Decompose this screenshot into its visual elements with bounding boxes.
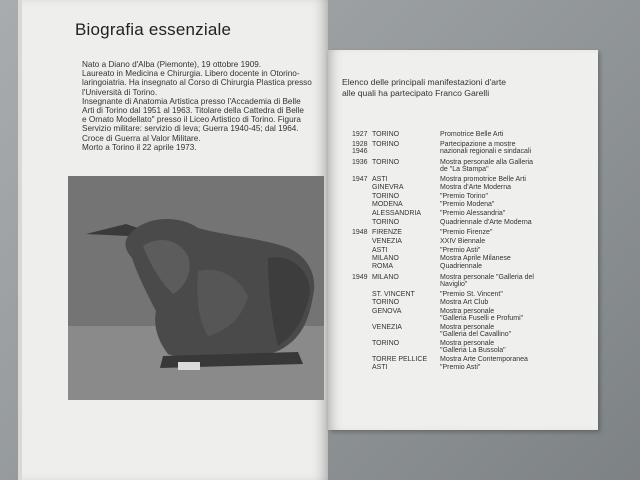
bio-line: Insegnante di Anatomia Artistica presso l'Accademia di Belle xyxy=(82,96,301,106)
entry-year: 1946 xyxy=(352,148,368,155)
entry-city: ROMA xyxy=(372,263,393,270)
entry-event: Mostra personale "Galleria del xyxy=(440,274,534,281)
bio-line: Laureato in Medicina e Chirurgia. Libero docente in Otorino- xyxy=(82,69,300,79)
bio-line: Arti di Torino dal 1951 al 1963. Titolare della Cattedra di Belle xyxy=(82,106,304,116)
entry-event: "Premio Modena" xyxy=(440,201,495,208)
entry-city: TORINO xyxy=(372,131,400,138)
bio-line: laringoiatria. Ha insegnato al Corso di Chirurgia Plastica presso xyxy=(82,78,312,88)
entry-city: ASTI xyxy=(372,176,388,183)
entry-event: Mostra personale xyxy=(440,324,495,331)
entry-event: Mostra Aprile Milanese xyxy=(440,255,511,262)
entry-event: Quadriennale xyxy=(440,263,483,270)
entry-city: ASTI xyxy=(372,364,388,371)
biography-heading: Biografia essenziale xyxy=(75,20,232,39)
bull-sculpture-image xyxy=(68,176,324,400)
entry-city: FIRENZE xyxy=(372,229,402,236)
entry-year: 1947 xyxy=(352,176,368,183)
intro-line: Elenco delle principali manifestazioni d'arte xyxy=(342,77,507,87)
entry-event: "Premio St. Vincent" xyxy=(440,291,503,298)
entry-year: 1949 xyxy=(352,274,368,281)
entry-event: Mostra Art Club xyxy=(440,299,489,306)
entry-event: "Galleria La Bussola" xyxy=(440,347,506,354)
biography-text xyxy=(82,60,322,152)
exhibitions-intro xyxy=(342,77,506,99)
bio-line: Nato a Diano d'Alba (Piemonte), 19 ottobre 1909. xyxy=(82,60,262,69)
entry-year: 1948 xyxy=(352,229,368,236)
bio-line: Morto a Torino il 22 aprile 1973. xyxy=(82,142,197,152)
entry-event: "Galleria Fuselli e Profumi" xyxy=(440,315,524,322)
entry-event: "Galleria del Cavallino" xyxy=(440,331,512,338)
bio-line: Croce di Guerra al Valor Militare. xyxy=(82,133,201,143)
entry-event: "Premio Torino" xyxy=(440,193,489,200)
entry-city: TORINO xyxy=(372,159,400,166)
entry-event: de "La Stampa" xyxy=(440,166,489,173)
entry-event: nazionali regionali e sindacali xyxy=(440,148,532,155)
entry-city: GINEVRA xyxy=(372,184,404,191)
entry-city: GENOVA xyxy=(372,308,402,315)
entry-year: 1927 xyxy=(352,131,368,138)
entry-city: TORRE PELLICE xyxy=(372,356,428,363)
entry-city: ASTI xyxy=(372,247,388,254)
entry-city: TORINO xyxy=(372,219,400,226)
entry-event: "Premio Firenze" xyxy=(440,229,493,236)
entry-event: Mostra personale alla Galleria xyxy=(440,159,533,166)
entry-event: Mostra personale xyxy=(440,308,495,315)
entry-city: VENEZIA xyxy=(372,324,402,331)
entry-event: "Premio Asti" xyxy=(440,364,481,371)
entry-city: TORINO xyxy=(372,141,400,148)
entry-event: Quadriennale d'Arte Moderna xyxy=(440,219,532,226)
entry-event: Naviglio" xyxy=(440,281,468,288)
entry-city: TORINO xyxy=(372,299,400,306)
entry-city: MILANO xyxy=(372,274,399,281)
entry-event: Mostra Arte Contemporanea xyxy=(440,356,528,363)
entry-event: Partecipazione a mostre xyxy=(440,141,516,148)
entry-year: 1936 xyxy=(352,159,368,166)
entry-event: Mostra promotrice Belle Arti xyxy=(440,176,526,183)
sculpture-photo xyxy=(68,176,324,400)
bio-line: Servizio militare: servizio di leva; Guerra 1940-45; dal 1964. xyxy=(82,124,299,134)
entry-event: Mostra personale xyxy=(440,340,495,347)
entry-city: TORINO xyxy=(372,340,400,347)
entry-event: "Premio Asti" xyxy=(440,247,481,254)
entry-year: 1928 xyxy=(352,141,368,148)
entry-city: ST. VINCENT xyxy=(372,291,415,298)
bio-line: l'Università di Torino. xyxy=(82,87,158,97)
entry-city: MILANO xyxy=(372,255,399,262)
intro-line: alle quali ha partecipato Franco Garelli xyxy=(342,88,490,98)
entry-city: MODENA xyxy=(372,201,403,208)
entry-event: Mostra d'Arte Moderna xyxy=(440,184,511,191)
bio-line: e Ornato Modellato" presso il Liceo Artistico di Torino. Figura xyxy=(82,115,301,125)
entry-city: ALESSANDRIA xyxy=(372,210,422,217)
entry-city: TORINO xyxy=(372,193,400,200)
entry-city: VENEZIA xyxy=(372,238,402,245)
entry-event: Promotrice Belle Arti xyxy=(440,131,504,138)
entry-event: XXIV Biennale xyxy=(440,238,486,245)
entry-event: "Premio Alessandria" xyxy=(440,210,506,217)
